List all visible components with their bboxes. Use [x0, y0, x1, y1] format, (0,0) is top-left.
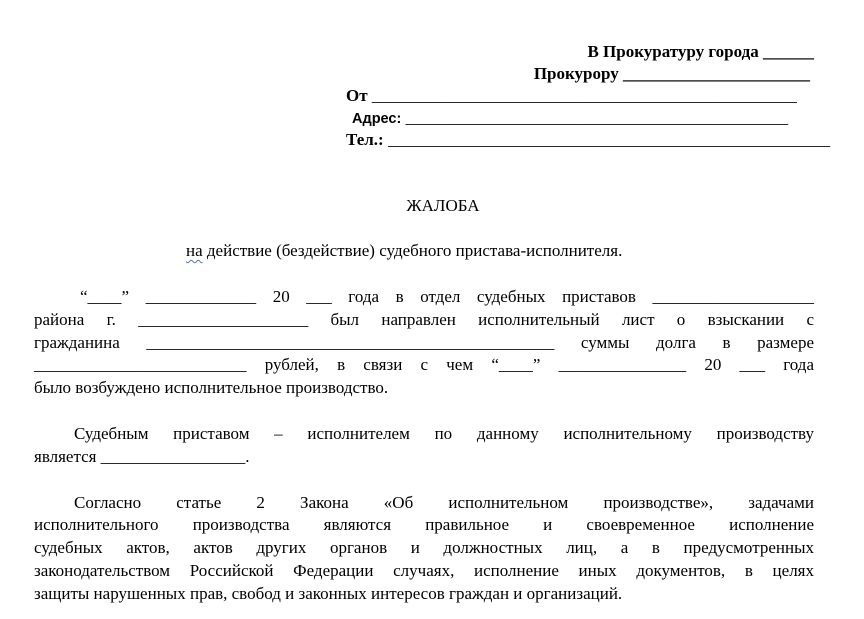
phone-row — [346, 130, 830, 150]
subtitle-prefix: на — [186, 241, 203, 260]
document-subtitle — [186, 241, 622, 261]
to-prosecutor: Прокурору ______________________ — [533, 64, 810, 83]
from-label: От — [346, 86, 368, 105]
paragraph1-line2: района г. ____________________ был направлен исполнительный лист о взыскании с — [34, 310, 814, 329]
phone-label: Тел.: — [346, 130, 384, 149]
paragraph1-line5: было возбуждено исполнительное производство. — [34, 378, 389, 397]
paragraph3-line4: законодательством Российской Федерации случаях, исполнение иных документов, в целях — [34, 561, 814, 580]
paragraph1-line3: гражданина ________________________________________________ суммы долга в размере — [34, 333, 814, 352]
paragraph2-line2: является _________________. — [34, 447, 250, 466]
address-blank: _____________________________________________ — [401, 108, 789, 127]
to-prosecutor-office: В Прокуратуру города ______ — [587, 42, 814, 61]
phone-blank: ____________________________________________________ — [383, 130, 830, 149]
document-title: ЖАЛОБА — [406, 196, 480, 215]
address-row — [348, 108, 788, 129]
paragraph3-line3: судебных актов, актов других органов и должностных лиц, а в предусмотренных — [34, 538, 814, 557]
from-blank: __________________________________________________ — [367, 86, 797, 105]
paragraph3-line2: исполнительного производства являются правильное и своевременное исполнение — [34, 515, 814, 534]
subtitle-rest: действие (бездействие) судебного пристава-исполнителя. — [202, 241, 623, 260]
paragraph3-line1: Согласно статье 2 Закона «Об исполнительном производстве», задачами — [74, 493, 814, 512]
address-label: Адрес: — [348, 111, 402, 127]
paragraph3-line5: защиты нарушенных прав, свобод и законных интересов граждан и организаций. — [34, 584, 623, 603]
paragraph1-line4: _________________________ рублей, в связи с чем “____” _______________ 20 ___ года — [34, 355, 814, 374]
from-row — [346, 86, 797, 106]
paragraph2-line1: Судебным приставом – исполнителем по данному исполнительному производству — [74, 424, 814, 443]
paragraph1-line1: “____” _____________ 20 ___ года в отдел судебных приставов ___________________ — [80, 287, 814, 306]
